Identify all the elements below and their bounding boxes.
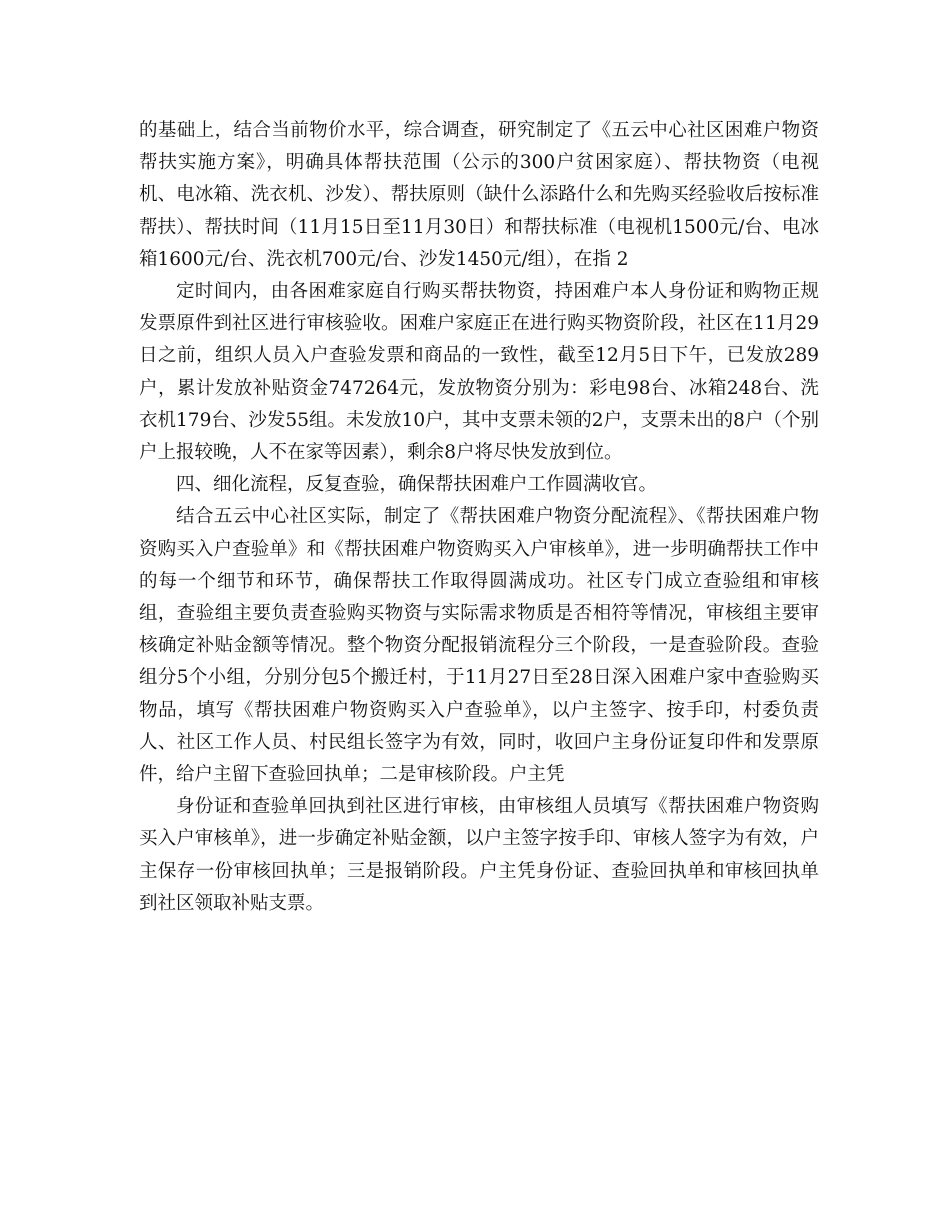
paragraph-1: 的基础上，结合当前物价水平，综合调查，研究制定了《五云中心社区困难户物资帮扶实施方案》，明确具体帮扶范围（公示的300户贫困家庭）、帮扶物资（电视机、电冰箱、洗衣机、沙发）、帮扶原则（缺什么添路什么和先购买经验收后按标准帮扶）、帮扶时间（11月15日至11月30日）和帮扶标准（电视机1500元/台、电冰箱1600元/台、洗衣机700元/台、沙发1450元/组），在指 2 [139,120,819,270]
paragraph-3-heading: 四、细化流程，反复查验，确保帮扶困难户工作圆满收官。 [176,474,658,496]
paragraph-2: 定时间内，由各困难家庭自行购买帮扶物资，持困难户本人身份证和购物正规发票原件到社区进行审核验收。困难户家庭正在进行购买物资阶段，社区在11月29日之前，组织人员入户查验发票和商品的一致性，截至12月5日下午，已发放289户，累计发放补贴资金747264元，发放物资分别为：彩电98台、冰箱248台、洗衣机179台、沙发55组。未发放10户，其中支票未领的2户，支票未出的8户（个别户上报较晚，人不在家等因素），剩余8户将尽快发放到位。 [139,281,819,464]
document-body [139,115,819,920]
paragraph-5: 身份证和查验单回执到社区进行审核，由审核组人员填写《帮扶困难户物资购买入户审核单》，进一步确定补贴金额，以户主签字按手印、审核人签字为有效，户主保存一份审核回执单；三是报销阶段。户主凭身份证、查验回执单和审核回执单到社区领取补贴支票。 [139,796,819,914]
paragraph-4: 结合五云中心社区实际，制定了《帮扶困难户物资分配流程》、《帮扶困难户物资购买入户查验单》和《帮扶困难户物资购买入户审核单》，进一步明确帮扶工作中的每一个细节和环节，确保帮扶工作取得圆满成功。社区专门成立查验组和审核组，查验组主要负责查验购买物资与实际需求物质是否相符等情况，审核组主要审核确定补贴金额等情况。整个物资分配报销流程分三个阶段，一是查验阶段。查验组分5个小组，分别分包5个搬迁村，于11月27日至28日深入困难户家中查验购买物品，填写《帮扶困难户物资购买入户查验单》，以户主签字、按手印，村委负责人、社区工作人员、村民组长签字为有效，同时，收回户主身份证复印件和发票原件，给户主留下查验回执单；二是审核阶段。户主凭 [139,506,819,786]
